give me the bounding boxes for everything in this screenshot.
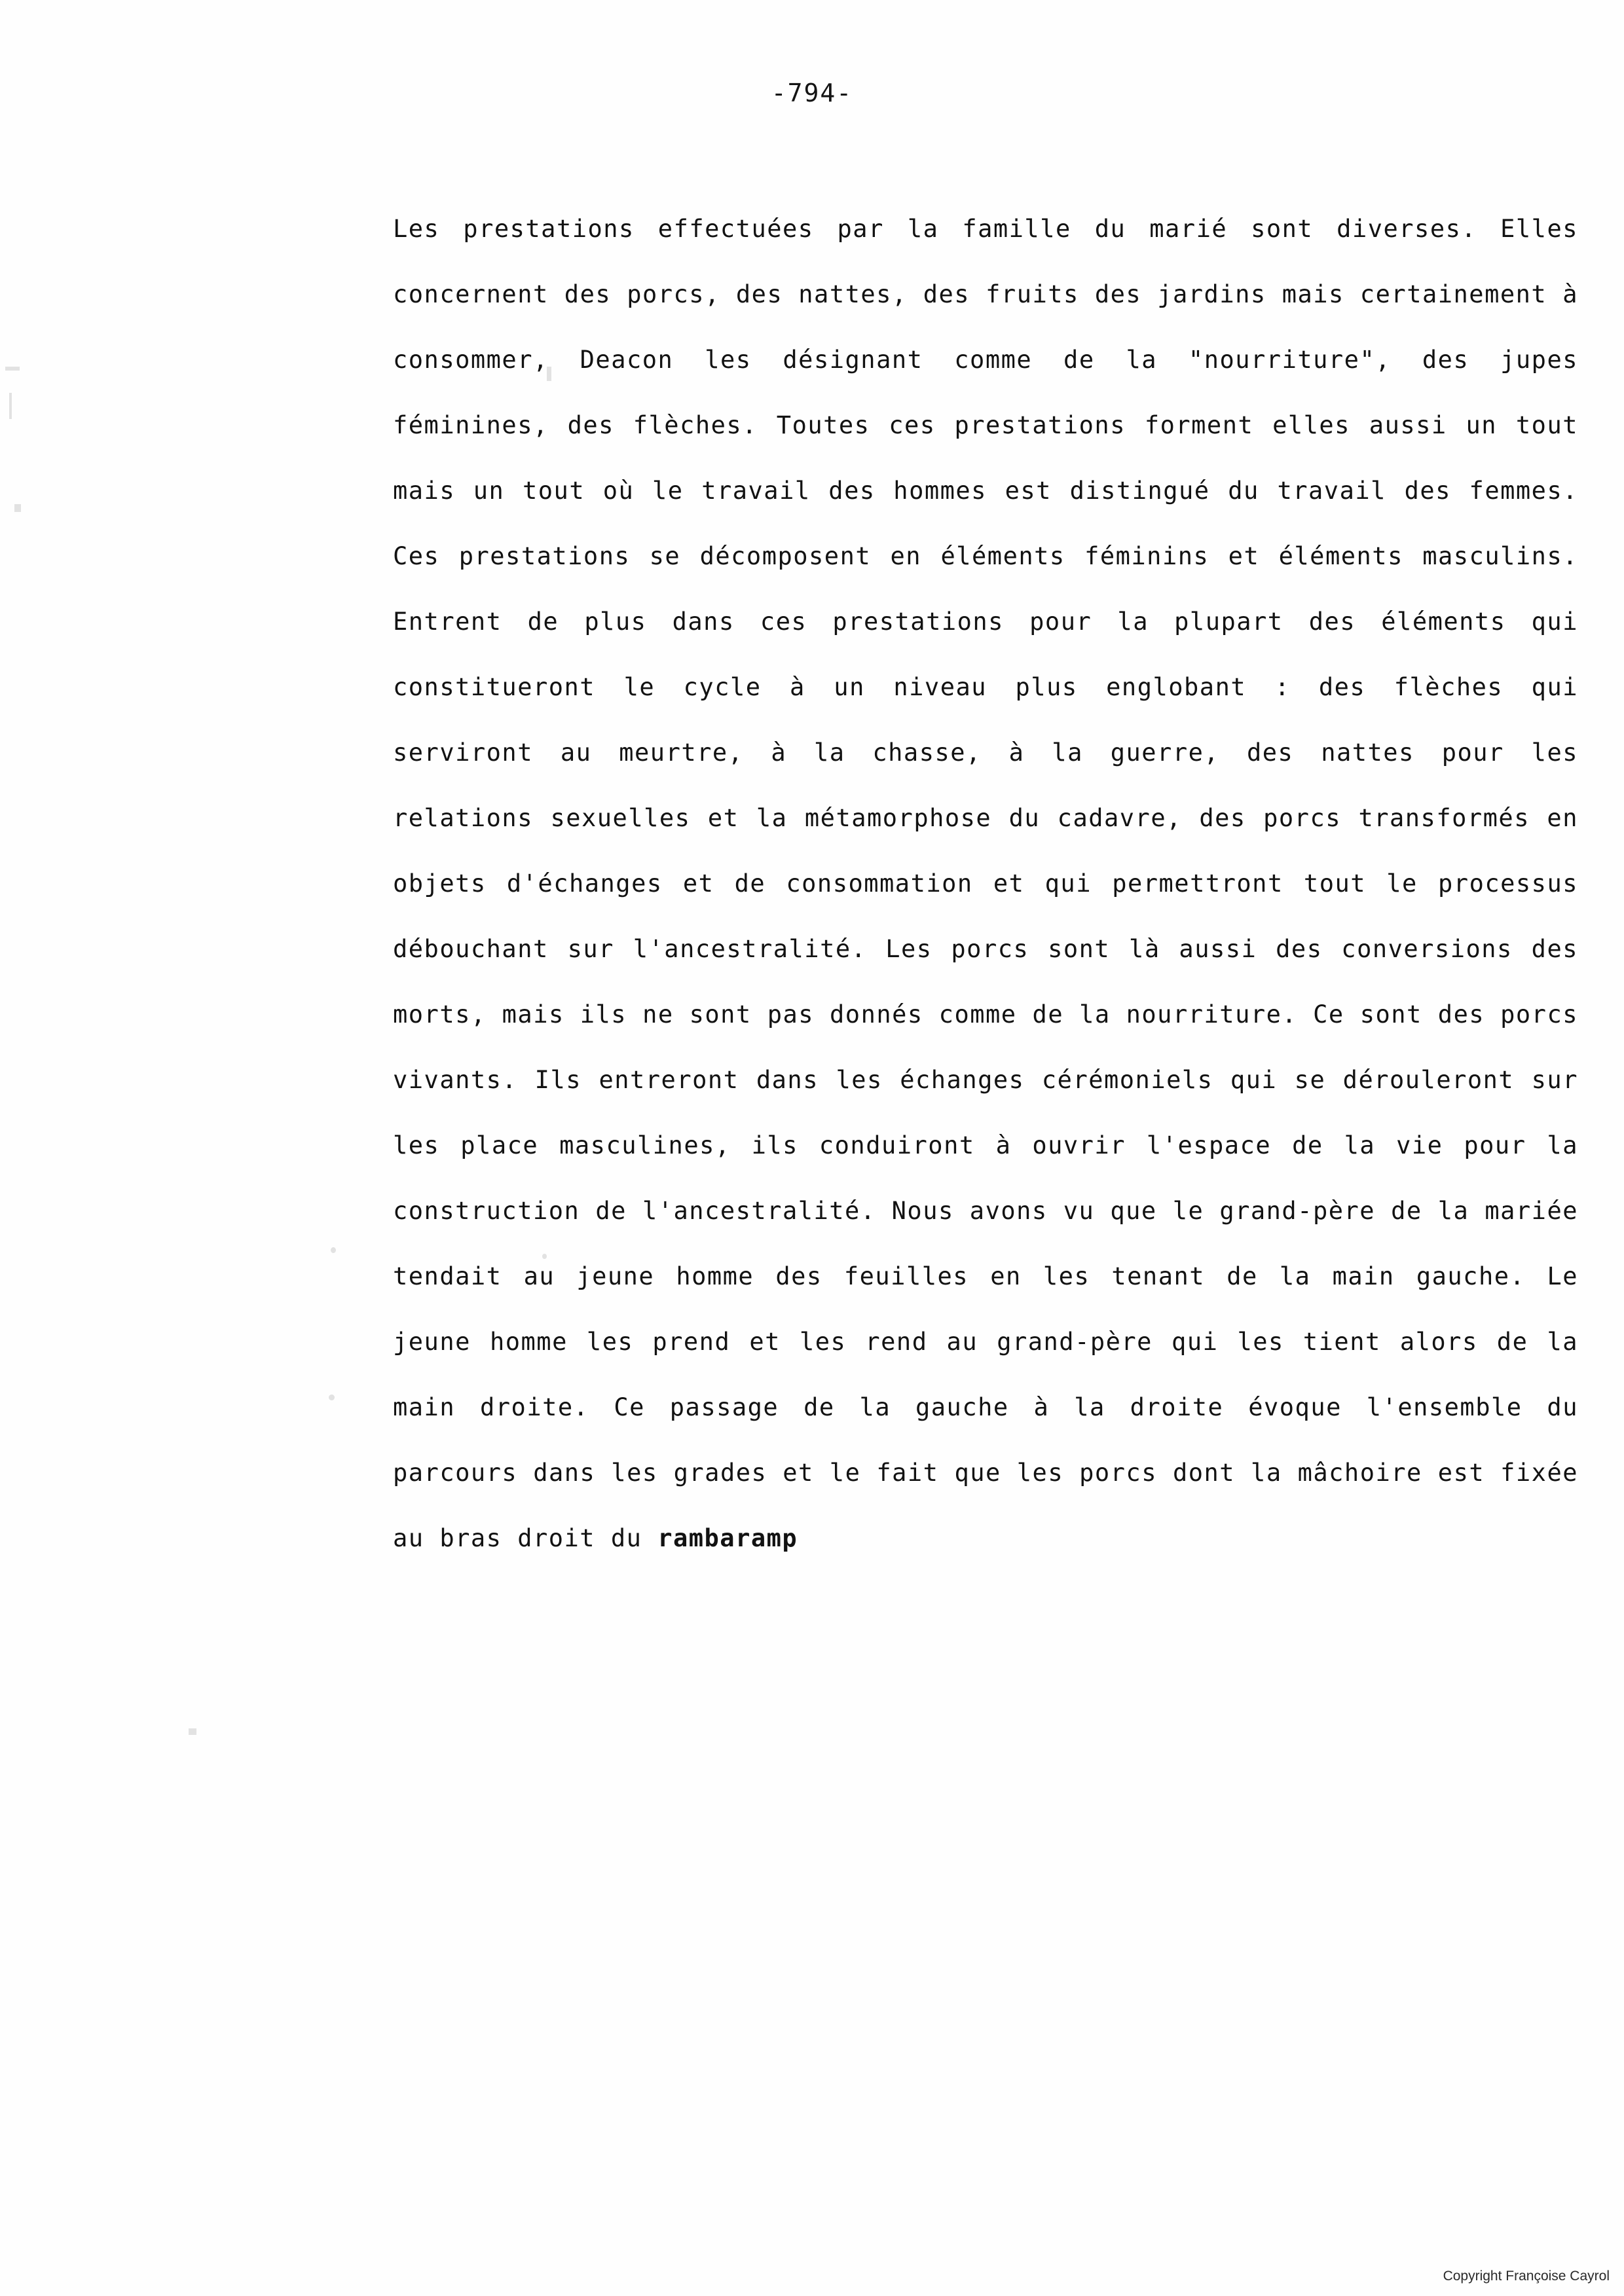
scan-artifact xyxy=(331,1247,336,1253)
scan-artifact xyxy=(189,1728,196,1735)
scan-artifact xyxy=(329,1394,335,1400)
copyright-notice: Copyright Françoise Cayrol xyxy=(1443,2269,1610,2284)
paragraph xyxy=(393,196,1578,1571)
scan-artifact xyxy=(5,367,20,371)
paragraph-text: Les prestations effectuées par la famille du marié sont diverses. Elles concernent des porcs, des nattes, des fruits des jardins mais certainement à consommer, Deacon les désignant comme de la "nourriture", des jupes féminines, des flèches. Toutes ces prestations forment elles aussi un tout mais un tout où le travail des hommes est distingué du travail des femmes. Ces prestations se décomposent en éléments féminins et éléments masculins. Entrent de plus dans ces prestations pour la plupart des éléments qui constitueront le cycle à un niveau plus englobant : des flèches qui serviront au meurtre, à la chasse, à la guerre, des nattes pour les relations sexuelles et la métamorphose du cadavre, des porcs transformés en objets d'échanges et de consommation et qui permettront tout le processus débouchant sur l'ancestralité. Les porcs sont là aussi des conversions des morts, mais ils ne sont pas donnés comme de la nourriture. Ce sont des porcs vivants. Ils entreront dans les échanges cérémoniels qui se dérouleront sur les place masculines, ils conduiront à ouvrir l'espace de la vie pour la construction de l'ancestralité. Nous avons vu que le grand-père de la mariée tendait au jeune homme des feuilles en les tenant de la main gauche. Le jeune homme les prend et les rend au grand-père qui les tient alors de la main droite. Ce passage de la gauche à la droite évoque l'ensemble du parcours dans les grades et le fait que les porcs dont la mâchoire est fixée au bras droit du xyxy=(393,215,1578,1552)
body-text-block xyxy=(393,196,1578,1571)
page-number: -794- xyxy=(771,79,853,107)
scan-artifact xyxy=(9,393,12,419)
scan-artifact xyxy=(14,504,21,512)
emphasized-term: rambaramp xyxy=(657,1524,798,1552)
